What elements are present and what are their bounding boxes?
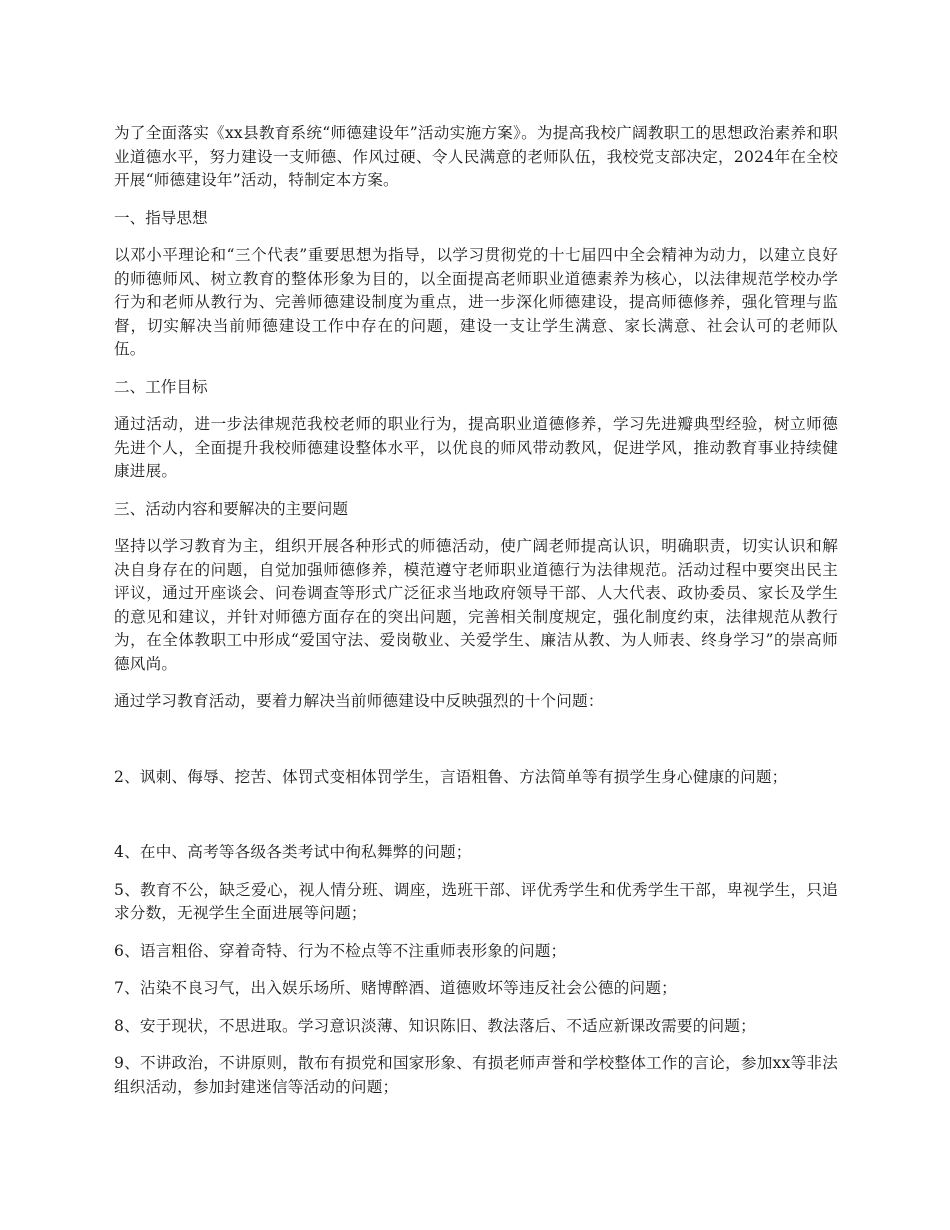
problem-item-9: 9、不讲政治，不讲原则，散布有损党和国家形象、有损老师声誉和学校整体工作的言论，参加xx等非法组织活动，参加封建迷信等活动的问题； [114,1054,838,1096]
blank-gap [114,803,838,841]
problem-item-5: 5、教育不公，缺乏爱心，视人情分班、调座，选班干部、评优秀学生和优秀学生干部，卑视学生，只追求分数，无视学生全面进展等问题； [114,880,838,922]
section-heading-guiding-ideology: 一、指导思想 [114,208,208,227]
document-body [114,122,838,1113]
problem-item-4: 4、在中、高考等各级各类考试中徇私舞弊的问题； [114,843,472,861]
problem-item-8: 8、安于现状，不思进取。学习意识淡薄、知识陈旧、教法落后、不适应新课改需要的问题； [114,1016,756,1035]
problem-item-6: 6、语言粗俗、穿着奇特、行为不检点等不注重师表形象的问题； [114,941,567,960]
work-goals-paragraph: 通过活动，进一步法律规范我校老师的职业行为，提高职业道德修养，学习先进瓣典型经验，树立师德先进个人，全面提升我校师德建设整体水平，以优良的师风带动教风，促进学风，推动教育事业持续健康进展。 [114,415,838,480]
problem-item-2: 2、讽刺、侮辱、挖苦、体罚式变相体罚学生，言语粗鲁、方法简单等有损学生身心健康的问题； [114,767,788,786]
section-heading-activity-content: 三、活动内容和要解决的主要问题 [114,499,348,518]
intro-paragraph: 为了全面落实《xx县教育系统“师德建设年”活动实施方案》。为提高我校广阔教职工的思想政治素养和职业道德水平，努力建设一支师德、作风过硬、令人民满意的老师队伍，我校党支部决定，2024年在全校开展“师德建设年”活动，特制定本方案。 [114,124,838,189]
guiding-ideology-paragraph: 以邓小平理论和“三个代表”重要思想为指导，以学习贯彻党的十七届四中全会精神为动力，以建立良好的师德师风、树立教育的整体形象为目的，以全面提高老师职业道德素养为核心，以法律规范学校办学行为和老师从教行为、完善师德建设制度为重点，进一步深化师德建设，提高师德修养，强化管理与监督，切实解决当前师德建设工作中存在的问题，建设一支让学生满意、家长满意、社会认可的老师队伍。 [114,246,838,358]
problem-item-7: 7、沾染不良习气，出入娱乐场所、赌博醉酒、道德败坏等违反社会公德的问题； [114,979,677,997]
section-heading-work-goals: 二、工作目标 [114,377,208,396]
blank-gap [114,728,838,766]
activity-content-paragraph: 坚持以学习教育为主，组织开展各种形式的师德活动，使广阔老师提高认识，明确职责，切实认识和解决自身存在的问题，自觉加强师德修养，模范遵守老师职业道德行为法律规范。活动过程中要突出民主评议，通过开座谈会、问卷调查等形式广泛征求当地政府领导干部、人大代表、政协委员、家长及学生的意见和建议，并针对师德方面存在的突出问题，完善相关制度规定，强化制度约束，法律规范从教行为，在全体教职工中形成“爱国守法、爱岗敬业、关爱学生、廉洁从教、为人师表、终身学习”的崇高师德风尚。 [114,537,838,673]
problems-intro-paragraph: 通过学习教育活动，要着力解决当前师德建设中反映强烈的十个问题： [114,692,604,710]
